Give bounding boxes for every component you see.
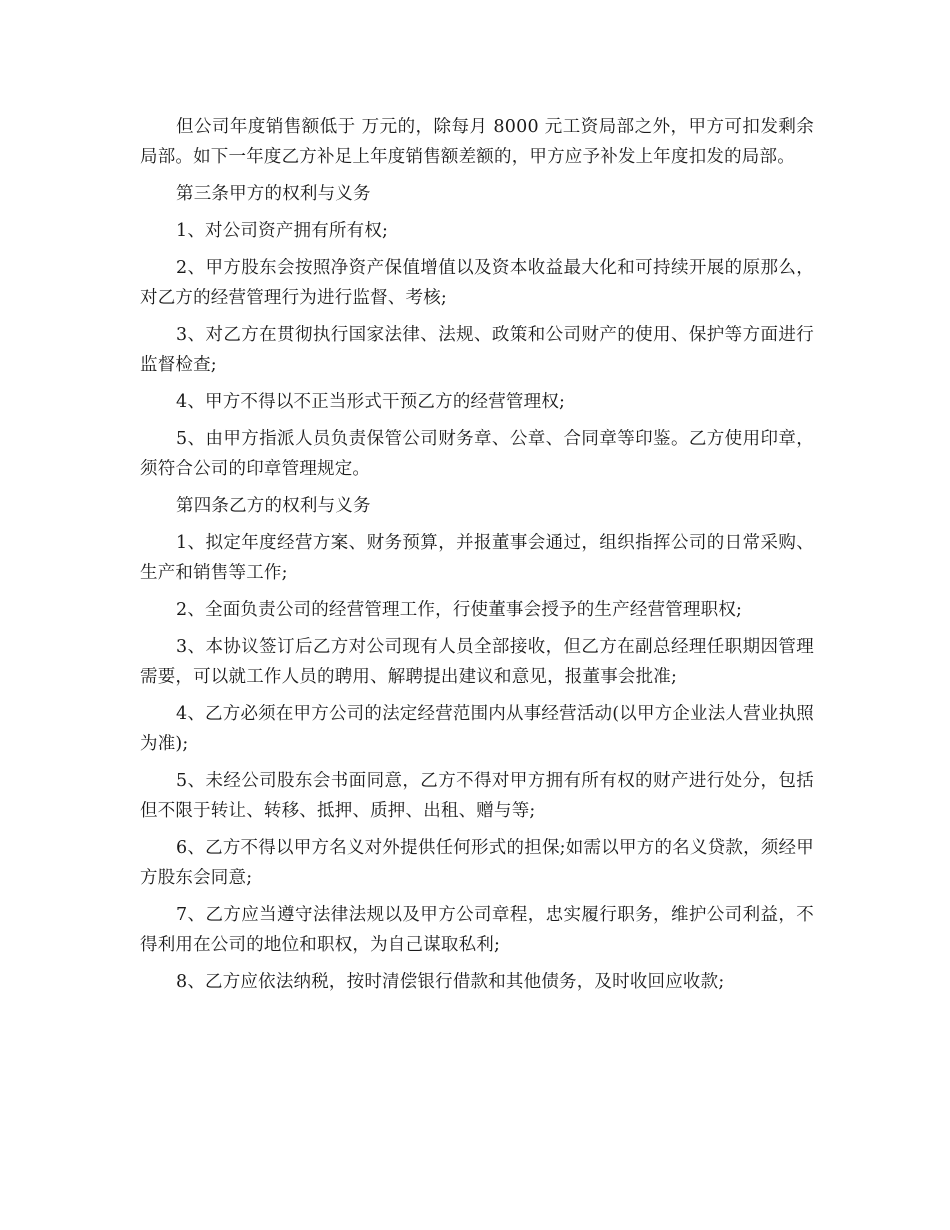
- article-4-item-1: 1、拟定年度经营方案、财务预算，并报董事会通过，组织指挥公司的日常采购、生产和销售等工作;: [140, 533, 814, 583]
- article-4-item-6: 6、乙方不得以甲方名义对外提供任何形式的担保;如需以甲方的名义贷款，须经甲方股东会同意;: [140, 838, 814, 888]
- article-4-item-8: 8、乙方应依法纳税，按时清偿银行借款和其他债务，及时收回应收款;: [176, 972, 725, 992]
- article-3-item-5: 5、由甲方指派人员负责保管公司财务章、公章、合同章等印鉴。乙方使用印章，须符合公司的印章管理规定。: [140, 429, 814, 479]
- article-4-item-2: 2、全面负责公司的经营管理工作，行使董事会授予的生产经营管理职权;: [176, 600, 743, 620]
- article-3-item-3: 3、对乙方在贯彻执行国家法律、法规、政策和公司财产的使用、保护等方面进行监督检查;: [140, 325, 814, 375]
- article-4-item-5: 5、未经公司股东会书面同意，乙方不得对甲方拥有所有权的财产进行处分，包括但不限于转让、转移、抵押、质押、出租、赠与等;: [140, 771, 814, 821]
- document-body: [140, 112, 814, 1004]
- heading-article-4: 第四条乙方的权利与义务: [176, 496, 371, 516]
- article-3-item-1: 1、对公司资产拥有所有权;: [176, 221, 389, 241]
- article-3-item-4: 4、甲方不得以不正当形式干预乙方的经营管理权;: [176, 392, 566, 412]
- article-4-item-3: 3、本协议签订后乙方对公司现有人员全部接收，但乙方在副总经理任职期因管理需要，可以就工作人员的聘用、解聘提出建议和意见，报董事会批准;: [140, 637, 814, 687]
- paragraph-sales-deduction: 但公司年度销售额低于 万元的，除每月 8000 元工资局部之外，甲方可扣发剩余局部。如下一年度乙方补足上年度销售额差额的，甲方应予补发上年度扣发的局部。: [140, 117, 814, 167]
- article-3-item-2: 2、甲方股东会按照净资产保值增值以及资本收益最大化和可持续开展的原那么，对乙方的经营管理行为进行监督、考核;: [140, 258, 814, 308]
- article-4-item-7: 7、乙方应当遵守法律法规以及甲方公司章程，忠实履行职务，维护公司利益，不得利用在公司的地位和职权，为自己谋取私利;: [140, 905, 814, 955]
- heading-article-3: 第三条甲方的权利与义务: [176, 184, 371, 204]
- article-4-item-4: 4、乙方必须在甲方公司的法定经营范围内从事经营活动(以甲方企业法人营业执照为准);: [140, 704, 814, 754]
